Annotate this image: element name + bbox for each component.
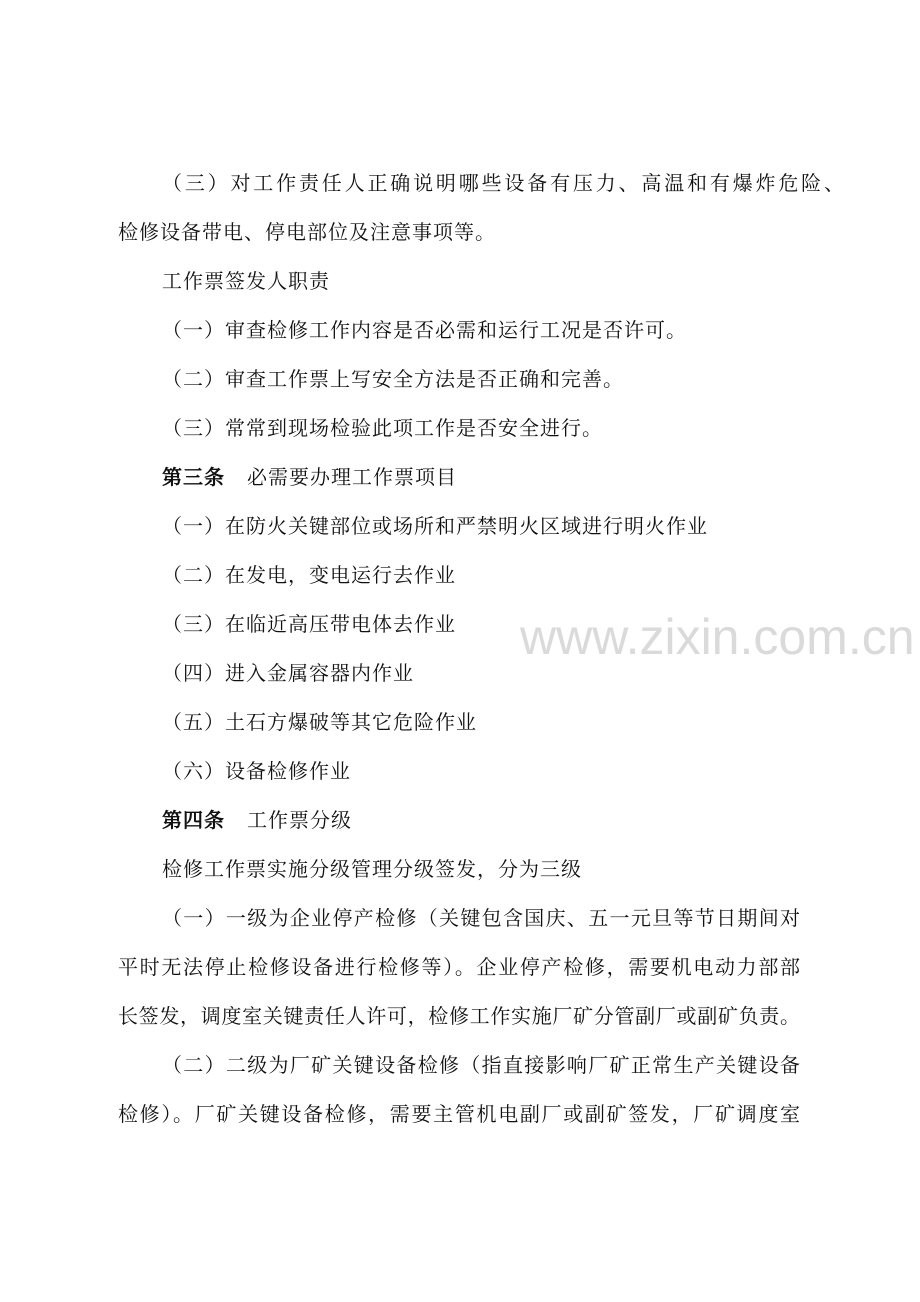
- paragraph-line: 检修设备带电、停电部位及注意事项等。: [118, 220, 496, 244]
- article-number: 第四条: [162, 808, 225, 832]
- list-item: （二）在发电，变电运行去作业: [162, 563, 456, 587]
- list-item: （四）进入金属容器内作业: [162, 661, 414, 685]
- article-heading: [162, 807, 352, 833]
- paragraph-line: （三）对工作责任人正确说明哪些设备有压力、高温和有爆炸危险、: [162, 171, 844, 195]
- list-item: （三）在临近高压带电体去作业: [162, 612, 456, 636]
- article-heading: [162, 464, 457, 490]
- list-item: （二）审查工作票上写安全方法是否正确和完善。: [162, 367, 624, 391]
- paragraph-line: 检修）。厂矿关键设备检修，需要主管机电副厂或副矿签发，厂矿调度室: [118, 1102, 800, 1126]
- paragraph-line: （一）一级为企业停产检修（关键包含国庆、五一元旦等节日期间对: [162, 906, 800, 930]
- list-item: （五）土石方爆破等其它危险作业: [162, 710, 477, 734]
- paragraph-line: 平时无法停止检修设备进行检修等）。企业停产检修，需要机电动力部部: [118, 955, 800, 979]
- list-item: （六）设备检修作业: [162, 759, 351, 783]
- list-item: （三）常常到现场检验此项工作是否安全进行。: [162, 416, 603, 440]
- article-number: 第三条: [162, 465, 225, 489]
- paragraph-line: 检修工作票实施分级管理分级签发，分为三级: [162, 857, 582, 881]
- section-heading: 工作票签发人职责: [162, 269, 330, 293]
- list-item: （一）在防火关键部位或场所和严禁明火区域进行明火作业: [162, 514, 708, 538]
- list-item: （一）审查检修工作内容是否必需和运行工况是否许可。: [162, 318, 687, 342]
- paragraph-line: （二）二级为厂矿关键设备检修（指直接影响厂矿正常生产关键设备: [162, 1053, 800, 1077]
- article-title: 必需要办理工作票项目: [247, 465, 457, 489]
- watermark: www.zixin.com.cn: [520, 609, 915, 665]
- article-title: 工作票分级: [247, 808, 352, 832]
- paragraph-line: 长签发，调度室关键责任人许可，检修工作实施厂矿分管副厂或副矿负责。: [118, 1004, 800, 1028]
